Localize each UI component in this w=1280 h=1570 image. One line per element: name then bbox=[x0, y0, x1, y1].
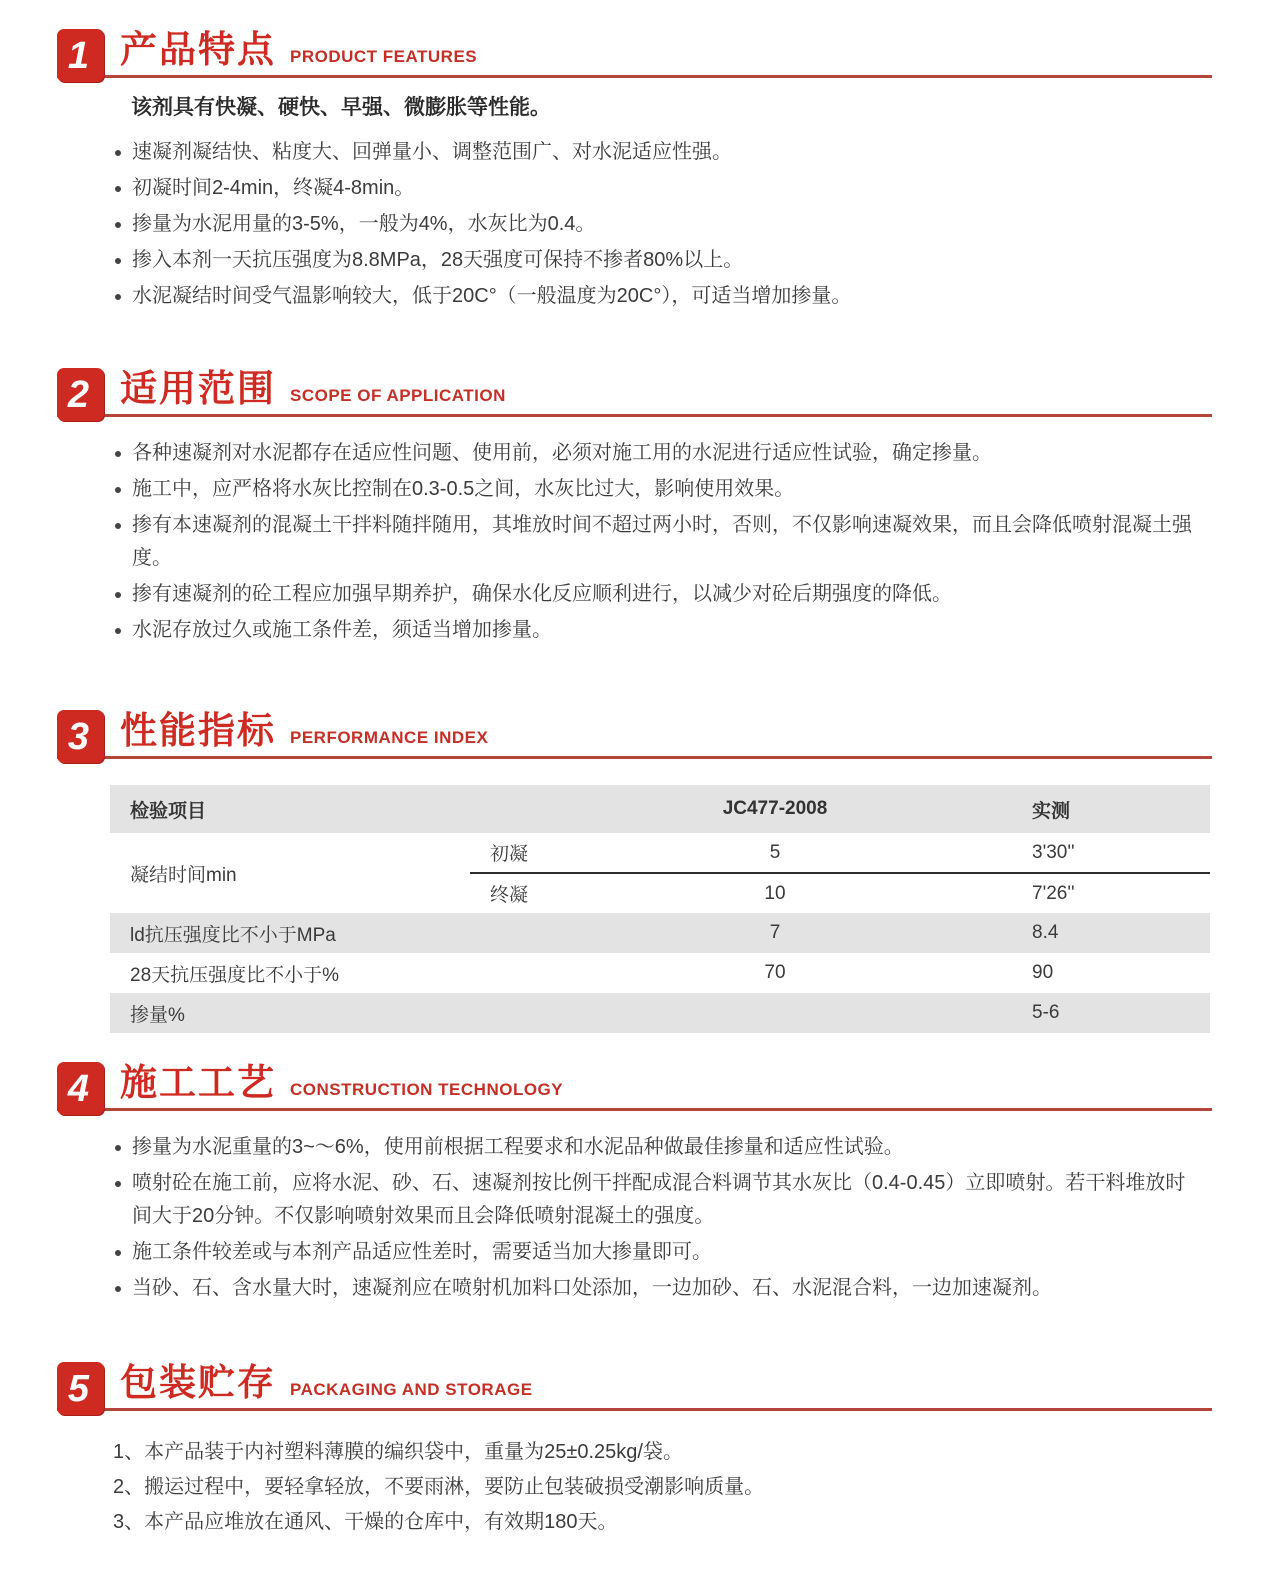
section-product-features bbox=[57, 22, 1212, 313]
section-1-number-badge bbox=[57, 29, 104, 82]
section-5-title-en: PACKAGING AND STORAGE bbox=[290, 1380, 533, 1399]
section-4-header bbox=[57, 1055, 1212, 1111]
bullet-item: 掺量为水泥用量的3-5%，一般为4%，水灰比为0.4。 bbox=[113, 208, 1198, 241]
section-1-title-cn: 产品特点 bbox=[120, 29, 276, 70]
section-2-bullet-list bbox=[113, 437, 1212, 647]
bullet-item: 掺有本速凝剂的混凝土干拌料随拌随用，其堆放时间不超过两小时，否则，不仅影响速凝效果，而且会降低喷射混凝土强度。 bbox=[113, 509, 1198, 575]
section-number: 4 bbox=[67, 1067, 90, 1110]
cell-spacer bbox=[470, 913, 640, 953]
table-row-setting-time-initial bbox=[110, 833, 1210, 873]
header-test-item: 检验项目 bbox=[110, 785, 470, 833]
cell-dosage-item: 掺量% bbox=[110, 993, 470, 1033]
bullet-item: 施工中，应严格将水灰比控制在0.3-0.5之间，水灰比过大，影响使用效果。 bbox=[113, 473, 1198, 506]
cell-dosage-measured: 5-6 bbox=[910, 993, 1210, 1033]
section-construction-technology bbox=[57, 1055, 1212, 1305]
bullet-item: 掺有速凝剂的砼工程应加强早期养护，确保水化反应顺利进行，以减少对砼后期强度的降低。 bbox=[113, 578, 1198, 611]
section-4-title-en: CONSTRUCTION TECHNOLOGY bbox=[290, 1080, 564, 1099]
section-1-intro: 该剂具有快凝、硬快、早强、微膨胀等性能。 bbox=[131, 96, 551, 119]
table-row-dosage bbox=[110, 993, 1210, 1033]
cell-spacer bbox=[470, 993, 640, 1033]
cell-dosage-standard bbox=[640, 993, 910, 1033]
header-standard: JC477-2008 bbox=[640, 785, 910, 833]
section-5-item-list bbox=[113, 1435, 1212, 1540]
cell-initial-set-label: 初凝 bbox=[470, 833, 640, 873]
cell-final-set-measured: 7'26'' bbox=[1032, 882, 1075, 904]
numbered-item: 3、本产品应堆放在通风、干燥的仓库中，有效期180天。 bbox=[113, 1511, 618, 1533]
cell-28d-strength-item: 28天抗压强度比不小于% bbox=[130, 964, 340, 986]
bullet-item: 水泥存放过久或施工条件差，须适当增加掺量。 bbox=[113, 614, 1198, 647]
section-5-header bbox=[57, 1355, 1212, 1411]
cell-final-set-label: 终凝 bbox=[490, 885, 529, 906]
header-measured: 实测 bbox=[910, 785, 1210, 833]
bullet-item: 水泥凝结时间受气温影响较大，低于20C°（一般温度为20C°），可适当增加掺量。 bbox=[113, 280, 1198, 313]
section-5-number-badge bbox=[57, 1362, 104, 1415]
bullet-item: 掺量为水泥重量的3~～6%，使用前根据工程要求和水泥品种做最佳掺量和适应性试验。 bbox=[113, 1131, 1198, 1164]
bullet-item: 各种速凝剂对水泥都存在适应性问题、使用前，必须对施工用的水泥进行适应性试验，确定掺量。 bbox=[113, 437, 1198, 470]
bullet-item: 当砂、石、含水量大时，速凝剂应在喷射机加料口处添加，一边加砂、石、水泥混合料，一边加速凝剂。 bbox=[113, 1272, 1198, 1305]
section-1-header bbox=[57, 22, 1212, 78]
section-2-number-badge bbox=[57, 368, 104, 421]
section-2-title-en: SCOPE OF APPLICATION bbox=[290, 386, 506, 405]
section-number: 5 bbox=[67, 1367, 90, 1410]
cell-setting-time-item: 凝结时间min bbox=[130, 864, 237, 886]
cell-initial-set-standard: 5 bbox=[640, 833, 910, 873]
section-3-title-cn: 性能指标 bbox=[120, 710, 276, 751]
section-1-title-en: PRODUCT FEATURES bbox=[290, 47, 478, 66]
section-4-bullet-list bbox=[113, 1131, 1212, 1305]
section-number: 1 bbox=[67, 34, 90, 77]
section-packaging-storage bbox=[57, 1355, 1212, 1540]
cell-spacer bbox=[470, 953, 640, 993]
cell-1d-strength-measured: 8.4 bbox=[910, 913, 1210, 953]
section-5-title-cn: 包装贮存 bbox=[120, 1362, 276, 1403]
cell-28d-strength-measured: 90 bbox=[1032, 962, 1054, 983]
section-1-bullet-list bbox=[113, 136, 1212, 313]
section-2-header bbox=[57, 361, 1212, 417]
header-spacer bbox=[470, 785, 640, 833]
table-row-1d-strength bbox=[110, 913, 1210, 953]
cell-1d-strength-standard: 7 bbox=[640, 913, 910, 953]
section-4-number-badge bbox=[57, 1062, 104, 1115]
section-2-title-cn: 适用范围 bbox=[120, 368, 276, 409]
section-number: 3 bbox=[67, 715, 90, 758]
bullet-item: 掺入本剂一天抗压强度为8.8MPa，28天强度可保持不掺者80%以上。 bbox=[113, 244, 1198, 277]
section-number: 2 bbox=[67, 373, 90, 416]
section-scope-of-application bbox=[57, 361, 1212, 647]
section-3-title-en: PERFORMANCE INDEX bbox=[290, 728, 489, 747]
table-row-28d-strength bbox=[110, 953, 1210, 993]
table-header-row bbox=[110, 785, 1210, 833]
section-4-title-cn: 施工工艺 bbox=[120, 1062, 276, 1103]
cell-1d-strength-item: ld抗压强度比不小于MPa bbox=[110, 913, 470, 953]
section-performance-index bbox=[57, 703, 1212, 1033]
numbered-item: 2、搬运过程中，要轻拿轻放，不要雨淋，要防止包装破损受潮影响质量。 bbox=[113, 1476, 765, 1498]
cell-28d-strength-standard: 70 bbox=[764, 962, 786, 983]
numbered-item: 1、本产品装于内衬塑料薄膜的编织袋中，重量为25±0.25kg/袋。 bbox=[113, 1441, 683, 1463]
section-3-header bbox=[57, 703, 1212, 759]
bullet-item: 喷射砼在施工前，应将水泥、砂、石、速凝剂按比例干拌配成混合料调节其水灰比（0.4-0.45）立即喷射。若干料堆放时间大于20分钟。不仅影响喷射效果而且会降低喷射混凝土的强度。 bbox=[113, 1167, 1198, 1233]
bullet-item: 施工条件较差或与本剂产品适应性差时，需要适当加大掺量即可。 bbox=[113, 1236, 1198, 1269]
bullet-item: 初凝时间2-4min，终凝4-8min。 bbox=[113, 172, 1198, 205]
section-3-number-badge bbox=[57, 710, 104, 763]
performance-index-table bbox=[110, 785, 1210, 1033]
cell-final-set-standard: 10 bbox=[764, 882, 786, 904]
bullet-item: 速凝剂凝结快、粘度大、回弹量小、调整范围广、对水泥适应性强。 bbox=[113, 136, 1198, 169]
cell-initial-set-measured: 3'30'' bbox=[910, 833, 1210, 873]
